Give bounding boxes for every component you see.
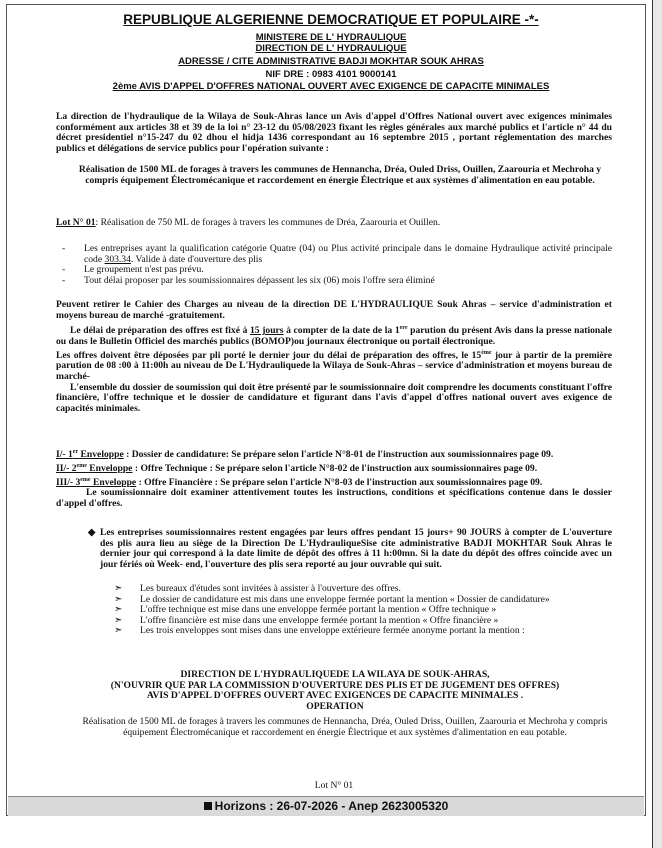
intro-paragraph: La direction de l'hydraulique de la Wilaya de Souk-Ahras lance un Avis d'appel d'Offres National ouvert avec exigences minimales conformément aux articles 38 et 39 de la loi n° 23-12 du 05/08/2023 fixant les règles générales aux marché publics et l'article n° 44 du décret presidentiel n°15-247 du 02 dhou el hidja 1436 correspondant au 16 septembre 2015 , portant réglementation des marches publics et délégations de service publics pour l'opération suivante : [56,111,612,154]
depot-paragraph: Les offres doivent être déposées par pli porté le dernier jour du délai de préparation des offres, le 15ème jour à partir de la première parution de 08 :00 à 11:00h au niveau de De L'Hydrauliquede la Wilaya de Souk-Ahras – service d'administration et moyens bureau de marché- [56,349,613,382]
envelopes-list [56,447,612,510]
arrow-item: ➣ L'offre financière est mise dans une enveloppe fermée portant la mention « Offre financière » [114,614,499,626]
lot-text: : Réalisation de 750 ML de forages à travers les communes de Dréa, Zaarouria et Ouillen. [95,217,441,228]
mention-avis: AVIS D'APPEL D'OFFRES OUVERT AVEC EXIGENCES DE CAPACITE MINIMALES . [146,690,524,702]
square-bullet-icon [204,802,212,810]
arrow-icon: ➣ [114,583,123,594]
delai-paragraph: Le délai de préparation des offres est fixé à 15 jours à compter de la date de la 1ere parution du présent Avis dans la presse nationale ou dans le Bulletin Officiel des marchés publics (BOMOP)ou journaux électronique ou portail électronique. [56,325,612,347]
arrow-icon: ➣ [114,625,123,637]
address-line: ADRESSE / CITE ADMINISTRATIVE BADJI MOKHTAR SOUK AHRAS [178,56,484,67]
bullet-icon: ◆ [88,527,96,538]
nif-line: NIF DRE : 0983 4101 9000141 [265,69,397,80]
lot-label: Lot N° 01 [56,217,96,228]
mention-operation-label: OPERATION [306,700,364,712]
arrow-icon: ➣ [114,593,123,605]
conditions-list [56,244,612,286]
envelope-item: I/- 1er Enveloppe : Dossier de candidature: Se prépare selon l'article N°8-01 de l'instruction aux soumissionnaires page 09. [56,449,554,461]
mention-direction: DIRECTION DE L'HYDRAULIQUEDE LA WILAYA DE SOUK-AHRAS, [180,669,490,680]
arrow-icon: ➣ [114,604,123,616]
publication-footer [8,796,644,816]
condition-item: - Le groupement n'est pas prévu. [62,264,204,276]
ministry-line: MINISTERE DE L' HYDRAULIQUE [255,32,407,43]
republic-title: REPUBLIQUE ALGERIENNE DEMOCRATIQUE ET POPULAIRE -*- [123,12,539,27]
avis-title: 2ème AVIS D'APPEL D'OFFRES NATIONAL OUVERT AVEC EXIGENCE DE CAPACITE MINIMALES [112,81,550,92]
lot-line [56,218,612,229]
mention-operation-text: Réalisation de 1500 ML de forages à travers les communes de Hennancha, Dréa, Ouled Driss, Ouillen, Zaarouria et Mechroha y compris équipement Électromécanique et raccordement en énergie Électrique et aux systèmes d'alimentation en eau potable. [82,716,608,738]
cahier-paragraph: Peuvent retirer le Cahier des Charges au niveau de la direction DE L'HYDRAULIQUE Souk Ahras – service d'administration et moyens bureau de marché -gratuitement. Le délai de préparation des offres est fixé à 15 jours à compter de la date de la 1ere parution du présent Avis dans la presse nationale ou dans le Bulletin Officiel des marchés publics (BOMOP)ou journaux électronique ou portail électronique. Les offres doivent être déposées par pli porté le dernier jour du délai de préparation des offres, le 15ème jour à partir de la première parution de 08 :00 à 11:00h au niveau de De L'Hydrauliquede la Wilaya de Souk-Ahras – service d'administration et moyens bureau de marché- L'ensemble du dossier de soumission qui doit être présenté par le soumissionnaire doit comprendre les documents constituant l'offre financière, l'offre technique et le dossier de candidature et figurant dans l'avis d'appel d'offres national ouvert aves exigence de capacités minimales. [56,299,613,414]
mention-lot: Lot N° 01 [314,780,354,791]
arrow-item: ➣ L'offre technique est mise dans une enveloppe fermée portant la mention « Offre technique » [114,604,497,616]
condition-item: - Les entreprises ayant la qualification catégorie Quatre (04) ou Plus activité principale dans le domaine Hydraulique activité principale code 303.34. Valide à date d'ouverture des plis [62,243,612,265]
activity-code: 303.34 [104,253,131,265]
arrow-item: ➣ Les bureaux d'études sont invitées à assister à l'ouverture des offres. [114,583,401,594]
arrow-item: ➣ Le dossier de candidature est mis dans une enveloppe fermée portant la mention « Dossier de candidature» [114,593,550,605]
arrow-icon: ➣ [114,614,123,626]
envelope-item: III/- 3eme Enveloppe : Offre Financière : Se prépare selon l'article N°8-03 de l'instruction aux soumissionnaires page 09. [56,476,543,488]
mention-commission: (N'OUVRIR QUE PAR LA COMMISSION D'OUVERTURE DES PLIS ET DE JUGEMENT DES OFFRES) [110,679,560,691]
examine-paragraph: Le soumissionnaire doit examiner attentivement toutes les instructions, conditions et spécifications contenue dans le dossier d'appel d'offres. [56,487,612,509]
condition-item: - Tout délai proposer par les soumissionnaires dépassent les six (06) mois l'offre sera éliminé [62,274,435,286]
arrow-item: ➣ Les trois enveloppes sont mises dans une enveloppe extérieure fermée anonyme portant la mention : [114,625,525,637]
direction-line: DIRECTION DE L' HYDRAULIQUE [255,43,407,54]
envelope-mention [40,670,630,712]
envelope-item: II/- 2eme Enveloppe : Offre Technique : Se prépare selon l'article N°8-02 de l'instruction aux soumissionnaires page 09. [56,462,538,474]
operation-description: Réalisation de 1500 ML de forages à travers les communes de Hennancha, Dréa, Ouled Driss, Ouillen, Zaarouria et Mechroha y compris équipement Électromécanique et raccordement en énergie Électrique et aux systèmes d'alimentation en eau potable. [78,164,602,186]
footer-text: Horizons : 26-07-2026 - Anep 2623005320 [214,799,449,813]
dossier-paragraph: L'ensemble du dossier de soumission qui doit être présenté par le soumissionnaire doit comprendre les documents constituant l'offre financière, l'offre technique et le dossier de candidature et figurant dans l'avis d'appel d'offres national ouvert aves exigence de capacités minimales. [56,381,612,414]
engagement-paragraph: ◆ Les entreprises soumissionnaires restent engagées par leurs offres pendant 15 jours+ 90 JOURS à compter de L'ouverture des plis aura lieu au siège de la Direction De L'HydrauliqueSise cite administrative BADJI MOKHTAR Souk Ahras le dernier jour qui correspond à la date limite de dépôt des offres à 11 h:00mn. Si la date du dépôt des offres coïncide avec un jour fériés où Week- end, l'ouverture des plis sera reporté au jour ouvrable qui suit. [88,527,612,570]
arrow-list [98,584,612,637]
adjacent-page-edge [652,0,662,848]
